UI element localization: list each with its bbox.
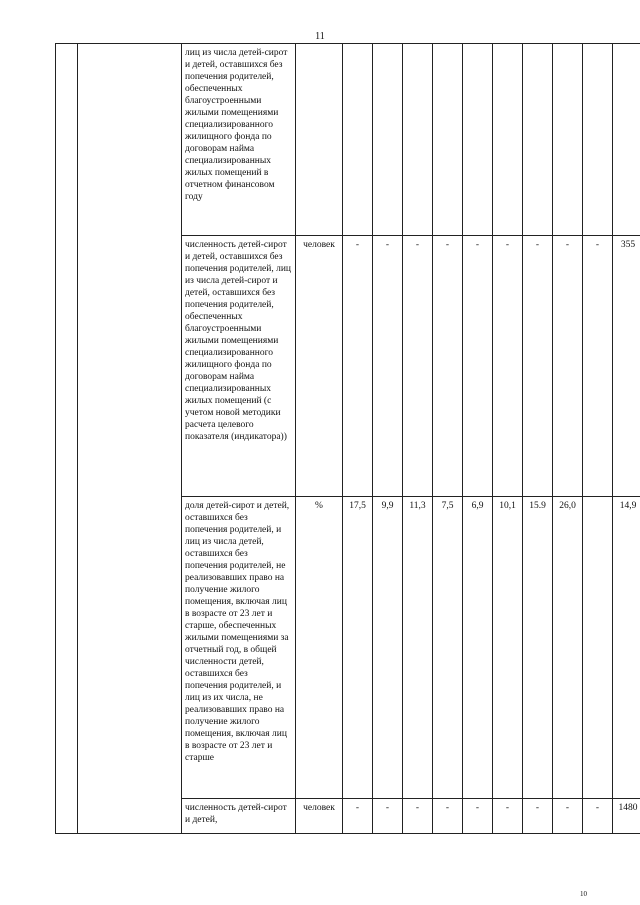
value-cell: -: [583, 799, 613, 834]
value-cell: -: [343, 236, 373, 497]
indicator-name: лиц из числа детей-сирот и детей, оставшихся без попечения родителей, обеспеченных благоустроенными жилыми помещениями специализированного жилищного фонда по договорам найма специализированных жилых помещений в отчетном финансовом году: [182, 44, 296, 236]
unit-cell: человек: [296, 236, 343, 497]
indicator-name: численность детей-сирот и детей,: [182, 799, 296, 834]
value-cell: 7,5: [433, 497, 463, 799]
value-cell: -: [523, 236, 553, 497]
value-cell: -: [463, 236, 493, 497]
value-cell: 15.9: [523, 497, 553, 799]
unit-cell: [296, 44, 343, 236]
value-cell: -: [463, 799, 493, 834]
value-cell: -: [583, 236, 613, 497]
value-cell: -: [553, 236, 583, 497]
value-cell: 11,3: [403, 497, 433, 799]
target-value-cell: 355: [613, 236, 640, 497]
value-cell: 17,5: [343, 497, 373, 799]
table-row: [56, 44, 640, 236]
value-cell: -: [553, 799, 583, 834]
value-cell: [523, 44, 553, 236]
value-cell: 6,9: [463, 497, 493, 799]
value-cell: [583, 497, 613, 799]
value-cell: [553, 44, 583, 236]
value-cell: 10,1: [493, 497, 523, 799]
value-cell: -: [403, 799, 433, 834]
value-cell: [373, 44, 403, 236]
indicator-table: [55, 43, 640, 834]
value-cell: -: [433, 799, 463, 834]
value-cell: -: [523, 799, 553, 834]
target-value-cell: 14,9: [613, 497, 640, 799]
value-cell: [583, 44, 613, 236]
value-cell: [463, 44, 493, 236]
value-cell: [493, 44, 523, 236]
num-cell: [56, 44, 78, 834]
value-cell: 26,0: [553, 497, 583, 799]
unit-cell: %: [296, 497, 343, 799]
corner-page-mark: 10: [580, 890, 587, 898]
value-cell: [343, 44, 373, 236]
value-cell: -: [493, 236, 523, 497]
value-cell: 9,9: [373, 497, 403, 799]
value-cell: -: [343, 799, 373, 834]
value-cell: [403, 44, 433, 236]
program-cell: [78, 44, 182, 834]
indicator-name: доля детей-сирот и детей, оставшихся без попечения родителей, и лиц из числа детей, оставшихся без попечения родителей, не реализовавших право на получение жилого помещения, включая лиц в возрасте от 23 лет и старше, обеспеченных жилыми помещениями за отчетный год, в общей численности детей, оставшихся без попечения родителей, и лиц из их числа, не реализовавших право на получение жилого помещения, включая лиц в возрасте от 23 лет и старше: [182, 497, 296, 799]
value-cell: -: [403, 236, 433, 497]
target-value-cell: 1480: [613, 799, 640, 834]
unit-cell: человек: [296, 799, 343, 834]
value-cell: -: [433, 236, 463, 497]
target-value-cell: [613, 44, 640, 236]
value-cell: [433, 44, 463, 236]
value-cell: -: [493, 799, 523, 834]
indicator-name: численность детей-сирот и детей, оставшихся без попечения родителей, лиц из числа детей-сирот и детей, оставшихся без попечения родителей, обеспеченных благоустроенными жилыми помещениями специализированного жилищного фонда по договорам найма специализированных жилых помещений (с учетом новой методики расчета целевого показателя (индикатора)): [182, 236, 296, 497]
page-number: 11: [315, 31, 325, 42]
value-cell: -: [373, 236, 403, 497]
value-cell: -: [373, 799, 403, 834]
